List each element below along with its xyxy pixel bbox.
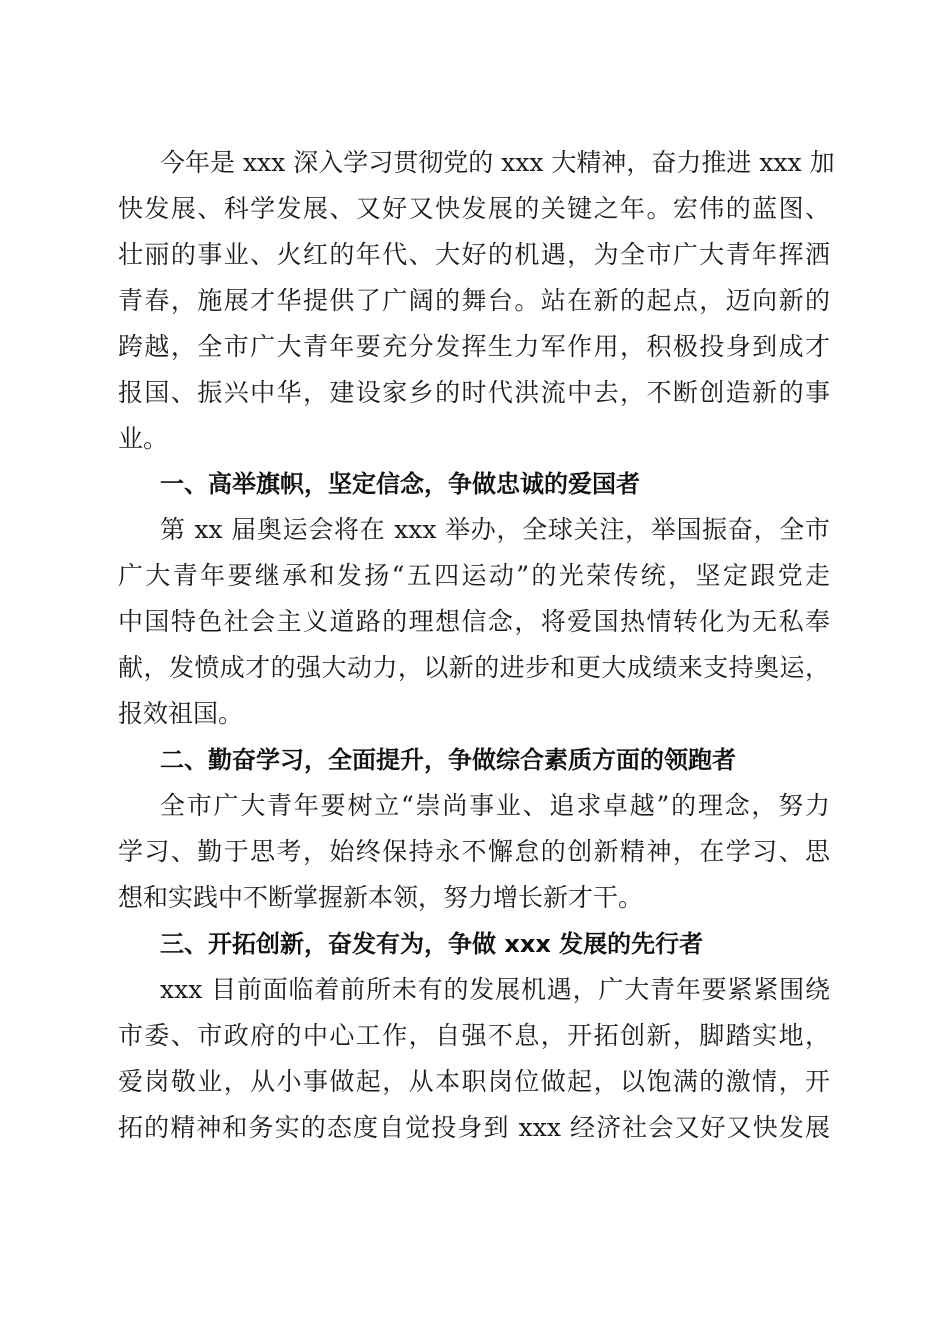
section-line: 报效祖国。 xyxy=(118,699,244,728)
section-line: 第 xx 届奥运会将在 xxx 举办，全球关注，举国振奋，全市 xyxy=(160,515,830,544)
intro-line: 报国、振兴中华，建设家乡的时代洪流中去，不断创造新的事 xyxy=(118,378,830,407)
section-line: 献，发愤成才的强大动力，以新的进步和更大成绩来支持奥运， xyxy=(118,653,830,682)
section-heading: 一、高举旗帜，坚定信念，争做忠诚的爱国者 xyxy=(160,470,640,498)
section-line: 广大青年要继承和发扬“五四运动”的光荣传统，坚定跟党走 xyxy=(118,561,830,590)
section-line: 市委、市政府的中心工作，自强不息，开拓创新，脚踏实地， xyxy=(118,1021,830,1050)
intro-line: 快发展、科学发展、又好又快发展的关键之年。宏伟的蓝图、 xyxy=(118,194,830,223)
section-line: 中国特色社会主义道路的理想信念，将爱国热情转化为无私奉 xyxy=(118,607,830,636)
section-heading: 三、开拓创新，奋发有为，争做 xxx 发展的先行者 xyxy=(160,930,704,958)
section-line: 全市广大青年要树立“崇尚事业、追求卓越”的理念，努力 xyxy=(160,791,830,820)
section-heading: 二、勤奋学习，全面提升，争做综合素质方面的领跑者 xyxy=(160,746,736,774)
intro-line: 跨越，全市广大青年要充分发挥生力军作用，积极投身到成才 xyxy=(118,332,830,361)
intro-line: 壮丽的事业、火红的年代、大好的机遇，为全市广大青年挥洒 xyxy=(118,240,830,269)
section-line: 爱岗敬业，从小事做起，从本职岗位做起，以饱满的激情，开 xyxy=(118,1067,830,1096)
intro-line: 业。 xyxy=(118,424,169,453)
section-line: 学习、勤于思考，始终保持永不懈怠的创新精神，在学习、思 xyxy=(118,837,830,866)
section-line: xxx 目前面临着前所未有的发展机遇，广大青年要紧紧围绕 xyxy=(160,975,830,1004)
intro-line: 青春，施展才华提供了广阔的舞台。站在新的起点，迈向新的 xyxy=(118,286,830,315)
section-line: 拓的精神和务实的态度自觉投身到 xxx 经济社会又好又快发展 xyxy=(118,1113,830,1142)
intro-line: 今年是 xxx 深入学习贯彻党的 xxx 大精神，奋力推进 xxx 加 xyxy=(160,148,835,177)
section-line: 想和实践中不断掌握新本领，努力增长新才干。 xyxy=(118,883,644,912)
